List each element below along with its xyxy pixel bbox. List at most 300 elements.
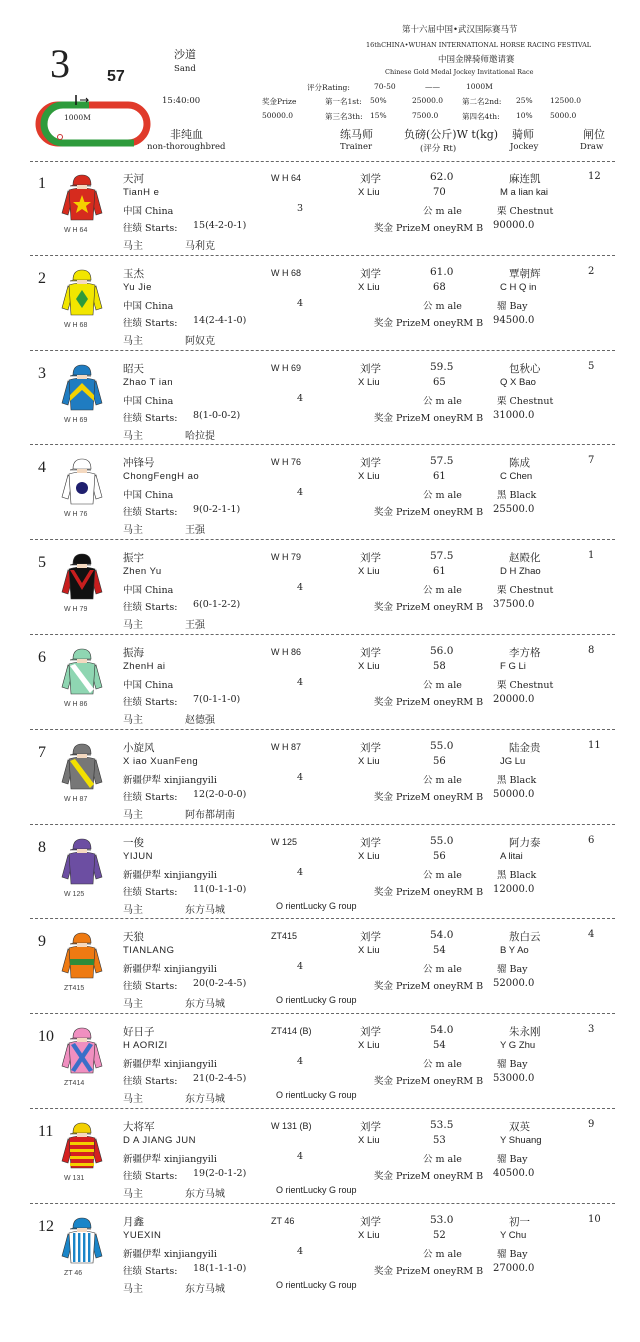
race-distance: 1000M [466,82,493,91]
entry-divider [30,1203,615,1204]
owner-name-cn: 阿奴克 [185,335,215,347]
starts-label: 往绩 Starts: [123,223,178,234]
runner-entry [0,639,640,731]
race-title-cn: 中国金牌骑师邀请赛 [438,55,515,65]
horse-age: 3 [297,203,304,214]
draw-number: 1 [588,550,595,562]
prize-money-value: 31000.0 [493,409,535,421]
starts-record: 9(0-2-1-1) [193,504,241,516]
owner-name-cn: 东方马城 [185,1189,225,1200]
silk-code: W H 86 [64,701,88,708]
col-weight-cn: 负磅(公斤)W t(kg) [404,128,499,141]
horse-origin: 新疆伊犁 xinjiangyili [123,774,217,786]
horse-code: W H 68 [271,267,302,278]
prize-money-label: 奖金 PrizeM oneyRM B [374,791,484,803]
starts-record: 15(4-2-0-1) [193,220,247,231]
header-divider [30,161,615,162]
race-number: 3 [50,41,70,86]
jockey-cn: 敖白云 [509,931,541,944]
horse-name-en: D A JIANG JUN [123,1135,197,1146]
trainer-cn: 刘学 [360,457,381,470]
horse-name-en: Yu Jie [123,281,152,293]
prize-4th-pct: 10% [516,111,533,120]
runner-entry [0,1018,640,1110]
trainer-en: X Liu [358,661,380,672]
draw-number: 12 [588,171,601,182]
owner-label: 马主 [123,1283,143,1295]
surface-cn: 沙道 [174,48,196,61]
col-weight-en: (评分 Rt) [420,144,457,154]
jockey-silks-icon [60,268,104,318]
prize-money-label: 奖金 PrizeM oneyRM B [374,507,484,519]
horse-sex: 公 m ale [423,680,462,691]
entry-divider [30,444,615,445]
owner-name-cn: 赵德强 [185,715,215,726]
prize-money-value: 50000.0 [493,788,535,800]
entry-divider [30,729,615,730]
carried-weight: 56.0 [430,645,454,657]
horse-age: 4 [297,961,304,973]
starts-label: 往绩 Starts: [123,412,178,424]
col-trainer-en: Trainer [340,142,373,152]
prize-1st-amount: 25000.0 [412,96,444,105]
runner-entry [0,923,640,1015]
trainer-en: X Liu [358,1229,380,1241]
prize-money-label: 奖金 PrizeM oneyRM B [374,602,484,614]
horse-origin: 中国 China [123,395,174,407]
jockey-silks-icon [60,457,104,507]
horse-rating: 61 [433,566,446,578]
horse-sex: 公 m ale [423,585,462,597]
horse-age: 4 [297,866,304,878]
runner-entry [0,260,640,352]
horse-code: W 131 (B) [271,1121,312,1131]
prize-money-value: 53000.0 [493,1073,535,1085]
breed-cn: 非纯血 [170,128,203,141]
horse-number: 11 [38,1123,54,1140]
horse-name-en: YIJUN [123,850,153,862]
starts-record: 18(1-1-1-0) [193,1262,247,1274]
horse-sex: 公 m ale [423,869,462,881]
prize-money-value: 37500.0 [493,599,535,611]
starts-label: 往绩 Starts: [123,1265,178,1277]
horse-code: ZT414 (B) [271,1026,312,1037]
prize-money-value: 90000.0 [493,220,535,231]
owner-name-cn: 东方马城 [185,1094,225,1106]
jockey-en: B Y Ao [500,945,529,957]
starts-label: 往绩 Starts: [123,507,178,519]
jockey-cn: 初一 [509,1215,530,1228]
horse-number: 8 [38,838,46,856]
prize-money-value: 20000.0 [493,694,535,705]
owner-name-en: O rientLucky G roup [276,1279,357,1290]
horse-number: 6 [38,649,46,666]
horse-sex: 公 m ale [423,1154,462,1165]
race-title-en: Chinese Gold Medal Jockey Invitational Race [385,68,534,76]
horse-color: 骝 Bay [497,1059,528,1071]
entry-divider [30,1013,615,1014]
starts-record: 12(2-0-0-0) [193,788,247,800]
horse-code: ZT 46 [271,1215,295,1226]
trainer-cn: 刘学 [360,362,381,375]
prize-money-label: 奖金 PrizeM oneyRM B [374,886,484,898]
col-jockey-en: Jockey [510,142,539,152]
horse-name-en: TIANLANG [123,945,175,957]
festival-title-cn: 第十六届中国•武汉国际赛马节 [402,25,518,35]
jockey-en: C H Q in [500,281,537,293]
trainer-cn: 刘学 [360,1215,381,1228]
prize-2nd-label: 第二名2nd: [462,97,502,106]
horse-name-cn: 振海 [123,647,144,659]
carried-weight: 54.0 [430,929,454,942]
horse-name-en: ZhenH ai [123,661,166,672]
prize-label: 奖金Prize [262,97,297,106]
horse-rating: 68 [433,281,446,293]
silk-code: ZT415 [64,985,85,993]
horse-code: ZT415 [271,931,298,942]
owner-name-en: O rientLucky G roup [276,1185,357,1195]
prize-money-value: 25500.0 [493,504,535,516]
carried-weight: 62.0 [430,171,454,183]
draw-number: 11 [588,739,601,751]
horse-number: 7 [38,743,46,761]
jockey-silks-icon [60,363,104,413]
owner-label: 马主 [123,809,143,821]
carried-weight: 55.0 [430,834,454,847]
silk-code: ZT414 [64,1080,85,1088]
owner-name-en: O rientLucky G roup [276,900,357,911]
starts-label: 往绩 Starts: [123,1171,178,1182]
horse-rating: 54 [433,1040,446,1052]
rating-value: 70-50 [374,82,396,91]
horse-origin: 中国 China [123,680,174,691]
horse-name-cn: 昭天 [123,362,144,375]
carried-weight: 59.5 [430,360,454,373]
horse-number: 4 [38,459,46,477]
entry-divider [30,539,615,540]
prize-money-label: 奖金 PrizeM oneyRM B [374,697,484,708]
horse-color: 黑 Black [497,490,537,502]
prize-money-label: 奖金 PrizeM oneyRM B [374,317,484,329]
carried-weight: 54.0 [430,1024,454,1037]
silk-code: ZT 46 [64,1269,83,1277]
horse-name-en: ChongFengH ao [123,471,200,483]
starts-record: 14(2-4-1-0) [193,314,247,326]
prize-4th-amount: 5000.0 [550,111,577,120]
trainer-en: X Liu [358,566,380,578]
horse-code: W H 64 [271,173,302,183]
horse-name-cn: 一俊 [123,836,144,849]
horse-color: 黑 Black [497,869,537,881]
starts-record: 7(0-1-1-0) [193,694,241,705]
prize-3rd-amount: 7500.0 [412,111,439,120]
trainer-en: X Liu [358,1040,380,1052]
draw-number: 2 [588,265,595,277]
starts-record: 20(0-2-4-5) [193,978,247,990]
horse-origin: 中国 China [123,490,174,502]
horse-name-cn: 月鑫 [123,1215,144,1228]
draw-number: 3 [588,1024,595,1036]
runner-entry [0,1208,640,1300]
trainer-cn: 刘学 [360,741,381,754]
jockey-cn: 包秋心 [509,362,541,375]
race-time: 15:40:00 [162,96,201,106]
owner-name-cn: 东方马城 [185,999,225,1011]
horse-color: 骝 Bay [497,1248,528,1260]
horse-rating: 56 [433,850,446,862]
silk-code: W H 76 [64,511,88,519]
prize-money-label: 奖金 PrizeM oneyRM B [374,1076,484,1088]
jockey-en: JG Lu [500,755,526,767]
owner-label: 马主 [123,335,143,347]
owner-name-en: O rientLucky G roup [276,1090,357,1101]
horse-age: 4 [297,392,304,404]
horse-age: 4 [297,1056,304,1068]
horse-rating: 53 [433,1135,446,1146]
trainer-en: X Liu [358,755,380,767]
owner-name-cn: 东方马城 [185,1283,225,1295]
owner-label: 马主 [123,904,143,916]
jockey-silks-icon [60,647,104,697]
horse-sex: 公 m ale [423,964,462,976]
jockey-en: M a lian kai [500,187,549,198]
col-jockey-cn: 骑师 [512,128,534,141]
runner-entry [0,165,640,257]
runner-entry [0,355,640,447]
starts-label: 往绩 Starts: [123,981,178,993]
owner-name-cn: 王强 [185,525,205,537]
starts-label: 往绩 Starts: [123,602,178,614]
rating-label: 评分Rating: [307,83,350,92]
horse-name-cn: 大将军 [123,1121,155,1133]
trainer-cn: 刘学 [360,647,381,659]
prize-4th-label: 第四名4th: [462,112,500,121]
jockey-en: C Chen [500,471,533,483]
starts-record: 11(0-1-1-0) [193,883,247,895]
entry-divider [30,824,615,825]
prize-3rd-label: 第三名3th: [325,112,363,121]
carried-weight: 55.0 [430,739,454,752]
trainer-cn: 刘学 [360,1026,381,1039]
silk-code: W H 79 [64,606,88,614]
trainer-cn: 刘学 [360,1121,381,1133]
jockey-cn: 李方格 [509,647,541,659]
horse-code: W H 87 [271,741,302,752]
horse-code: W H 86 [271,647,302,657]
rating-dash: —— [425,82,440,91]
prize-1st-pct: 50% [370,96,387,105]
horse-name-en: H AORIZI [123,1040,168,1052]
jockey-cn: 覃朝辉 [509,267,541,280]
owner-label: 马主 [123,1189,143,1200]
owner-name-cn: 阿布都胡南 [185,809,235,821]
jockey-en: A litai [500,850,523,862]
runner-entry [0,1113,640,1205]
starts-record: 8(1-0-0-2) [193,409,241,421]
entry-divider [30,1108,615,1109]
horse-age: 4 [297,487,304,499]
prize-money-value: 94500.0 [493,314,535,326]
trainer-en: X Liu [358,1135,380,1146]
runner-entry [0,449,640,541]
jockey-silks-icon [60,931,104,981]
silk-code: W H 68 [64,321,88,329]
carried-weight: 61.0 [430,265,454,278]
jockey-en: Y Shuang [500,1135,542,1146]
horse-sex: 公 m ale [423,300,462,312]
jockey-en: Y G Zhu [500,1040,536,1052]
prize-money-label: 奖金 PrizeM oneyRM B [374,412,484,424]
trainer-cn: 刘学 [360,931,381,944]
draw-number: 5 [588,360,595,372]
trainer-cn: 刘学 [360,267,381,280]
silk-code: W 125 [64,890,85,898]
horse-number: 5 [38,554,46,572]
horse-number: 2 [38,269,46,287]
horse-age: 4 [297,771,304,783]
draw-number: 10 [588,1213,601,1225]
silk-code: W H 87 [64,795,88,803]
jockey-cn: 朱永刚 [509,1026,541,1039]
race-number-sub: 57 [107,68,125,85]
owner-label: 马主 [123,525,143,537]
owner-label: 马主 [123,620,143,632]
prize-money-label: 奖金 PrizeM oneyRM B [374,1265,484,1277]
horse-age: 4 [297,1245,304,1257]
carried-weight: 53.5 [430,1119,454,1131]
horse-sex: 公 m ale [423,395,462,407]
col-draw-cn: 闸位 [583,128,605,141]
prize-1st-label: 第一名1st: [325,97,362,106]
horse-rating: 61 [433,471,446,483]
prize-2nd-pct: 25% [516,96,533,105]
horse-sex: 公 m ale [423,1059,462,1071]
horse-origin: 新疆伊犁 xinjiangyili [123,869,217,881]
horse-name-cn: 天狼 [123,931,144,944]
starts-label: 往绩 Starts: [123,1076,178,1088]
jockey-cn: 陈成 [509,457,530,470]
race-header [0,0,640,165]
horse-name-cn: 振宇 [123,552,144,565]
horse-name-cn: 玉杰 [123,267,144,280]
horse-color: 栗 Chestnut [497,585,554,597]
draw-number: 8 [588,645,595,656]
jockey-silks-icon [60,837,104,887]
silk-code: W H 64 [64,227,88,234]
owner-label: 马主 [123,999,143,1011]
prize-money-value: 40500.0 [493,1168,535,1179]
horse-name-en: Zhao T ian [123,376,174,388]
festival-title-en: 16thCHINA•WUHAN INTERNATIONAL HORSE RACING FESTIVAL [366,41,592,49]
entry-divider [30,918,615,919]
draw-number: 9 [588,1119,595,1130]
entry-divider [30,634,615,635]
horse-code: W 125 [271,836,298,847]
horse-age: 4 [297,1151,304,1162]
prize-money-value: 27000.0 [493,1262,535,1274]
horse-name-en: Zhen Yu [123,566,162,578]
prize-total: 50000.0 [262,111,294,120]
jockey-silks-icon [60,552,104,602]
horse-color: 黑 Black [497,774,537,786]
horse-origin: 新疆伊犁 xinjiangyili [123,1154,217,1165]
prize-money-value: 52000.0 [493,978,535,990]
owner-label: 马主 [123,241,143,252]
horse-code: W H 76 [271,457,302,468]
horse-color: 栗 Chestnut [497,395,554,407]
runner-entry [0,734,640,826]
horse-name-en: X iao XuanFeng [123,755,199,767]
horse-number: 12 [38,1217,54,1235]
owner-name-cn: 东方马城 [185,904,225,916]
jockey-silks-icon [60,1026,104,1076]
horse-rating: 56 [433,755,446,767]
jockey-cn: 麻连凯 [509,173,541,185]
horse-name-cn: 天河 [123,173,144,185]
prize-money-label: 奖金 PrizeM oneyRM B [374,1171,484,1182]
draw-number: 7 [588,455,595,467]
jockey-cn: 赵殿化 [509,552,541,565]
horse-sex: 公 m ale [423,774,462,786]
jockey-silks-icon [60,1216,104,1266]
horse-color: 骝 Bay [497,964,528,976]
trainer-en: X Liu [358,187,380,198]
starts-record: 21(0-2-4-5) [193,1073,247,1085]
entry-divider [30,350,615,351]
horse-rating: 65 [433,376,446,388]
owner-name-cn: 王强 [185,620,205,632]
prize-2nd-amount: 12500.0 [550,96,582,105]
jockey-silks-icon [60,742,104,792]
breed-en: non-thoroughbred [147,142,226,152]
horse-rating: 54 [433,945,446,957]
owner-label: 马主 [123,715,143,726]
owner-name-cn: 哈拉提 [185,430,215,442]
horse-age: 4 [297,582,304,594]
draw-number: 6 [588,834,595,846]
surface-en: Sand [174,64,196,74]
starts-label: 往绩 Starts: [123,317,178,329]
horse-origin: 中国 China [123,585,174,597]
runner-entry [0,829,640,921]
jockey-silks-icon [60,1121,104,1171]
horse-color: 骝 Bay [497,300,528,312]
owner-label: 马主 [123,430,143,442]
col-trainer-cn: 练马师 [340,128,373,141]
prize-3rd-pct: 15% [370,111,387,120]
horse-code: W H 79 [271,552,302,563]
silk-code: W 131 [64,1175,85,1182]
horse-origin: 新疆伊犁 xinjiangyili [123,1248,217,1260]
horse-age: 4 [297,297,304,309]
carried-weight: 57.5 [430,550,454,563]
trainer-cn: 刘学 [360,836,381,849]
starts-record: 19(2-0-1-2) [193,1168,247,1179]
prize-money-label: 奖金 PrizeM oneyRM B [374,223,484,234]
carried-weight: 57.5 [430,455,454,468]
horse-rating: 70 [433,187,446,198]
starts-label: 往绩 Starts: [123,791,178,803]
owner-name-cn: 马利克 [185,241,215,252]
jockey-silks-icon [60,173,104,223]
horse-number: 9 [38,933,46,951]
horse-color: 骝 Bay [497,1154,528,1165]
jockey-cn: 陆金贵 [509,741,541,754]
prize-money-value: 12000.0 [493,883,535,895]
horse-rating: 52 [433,1229,446,1241]
horse-sex: 公 m ale [423,206,462,217]
horse-name-cn: 好日子 [123,1026,155,1039]
